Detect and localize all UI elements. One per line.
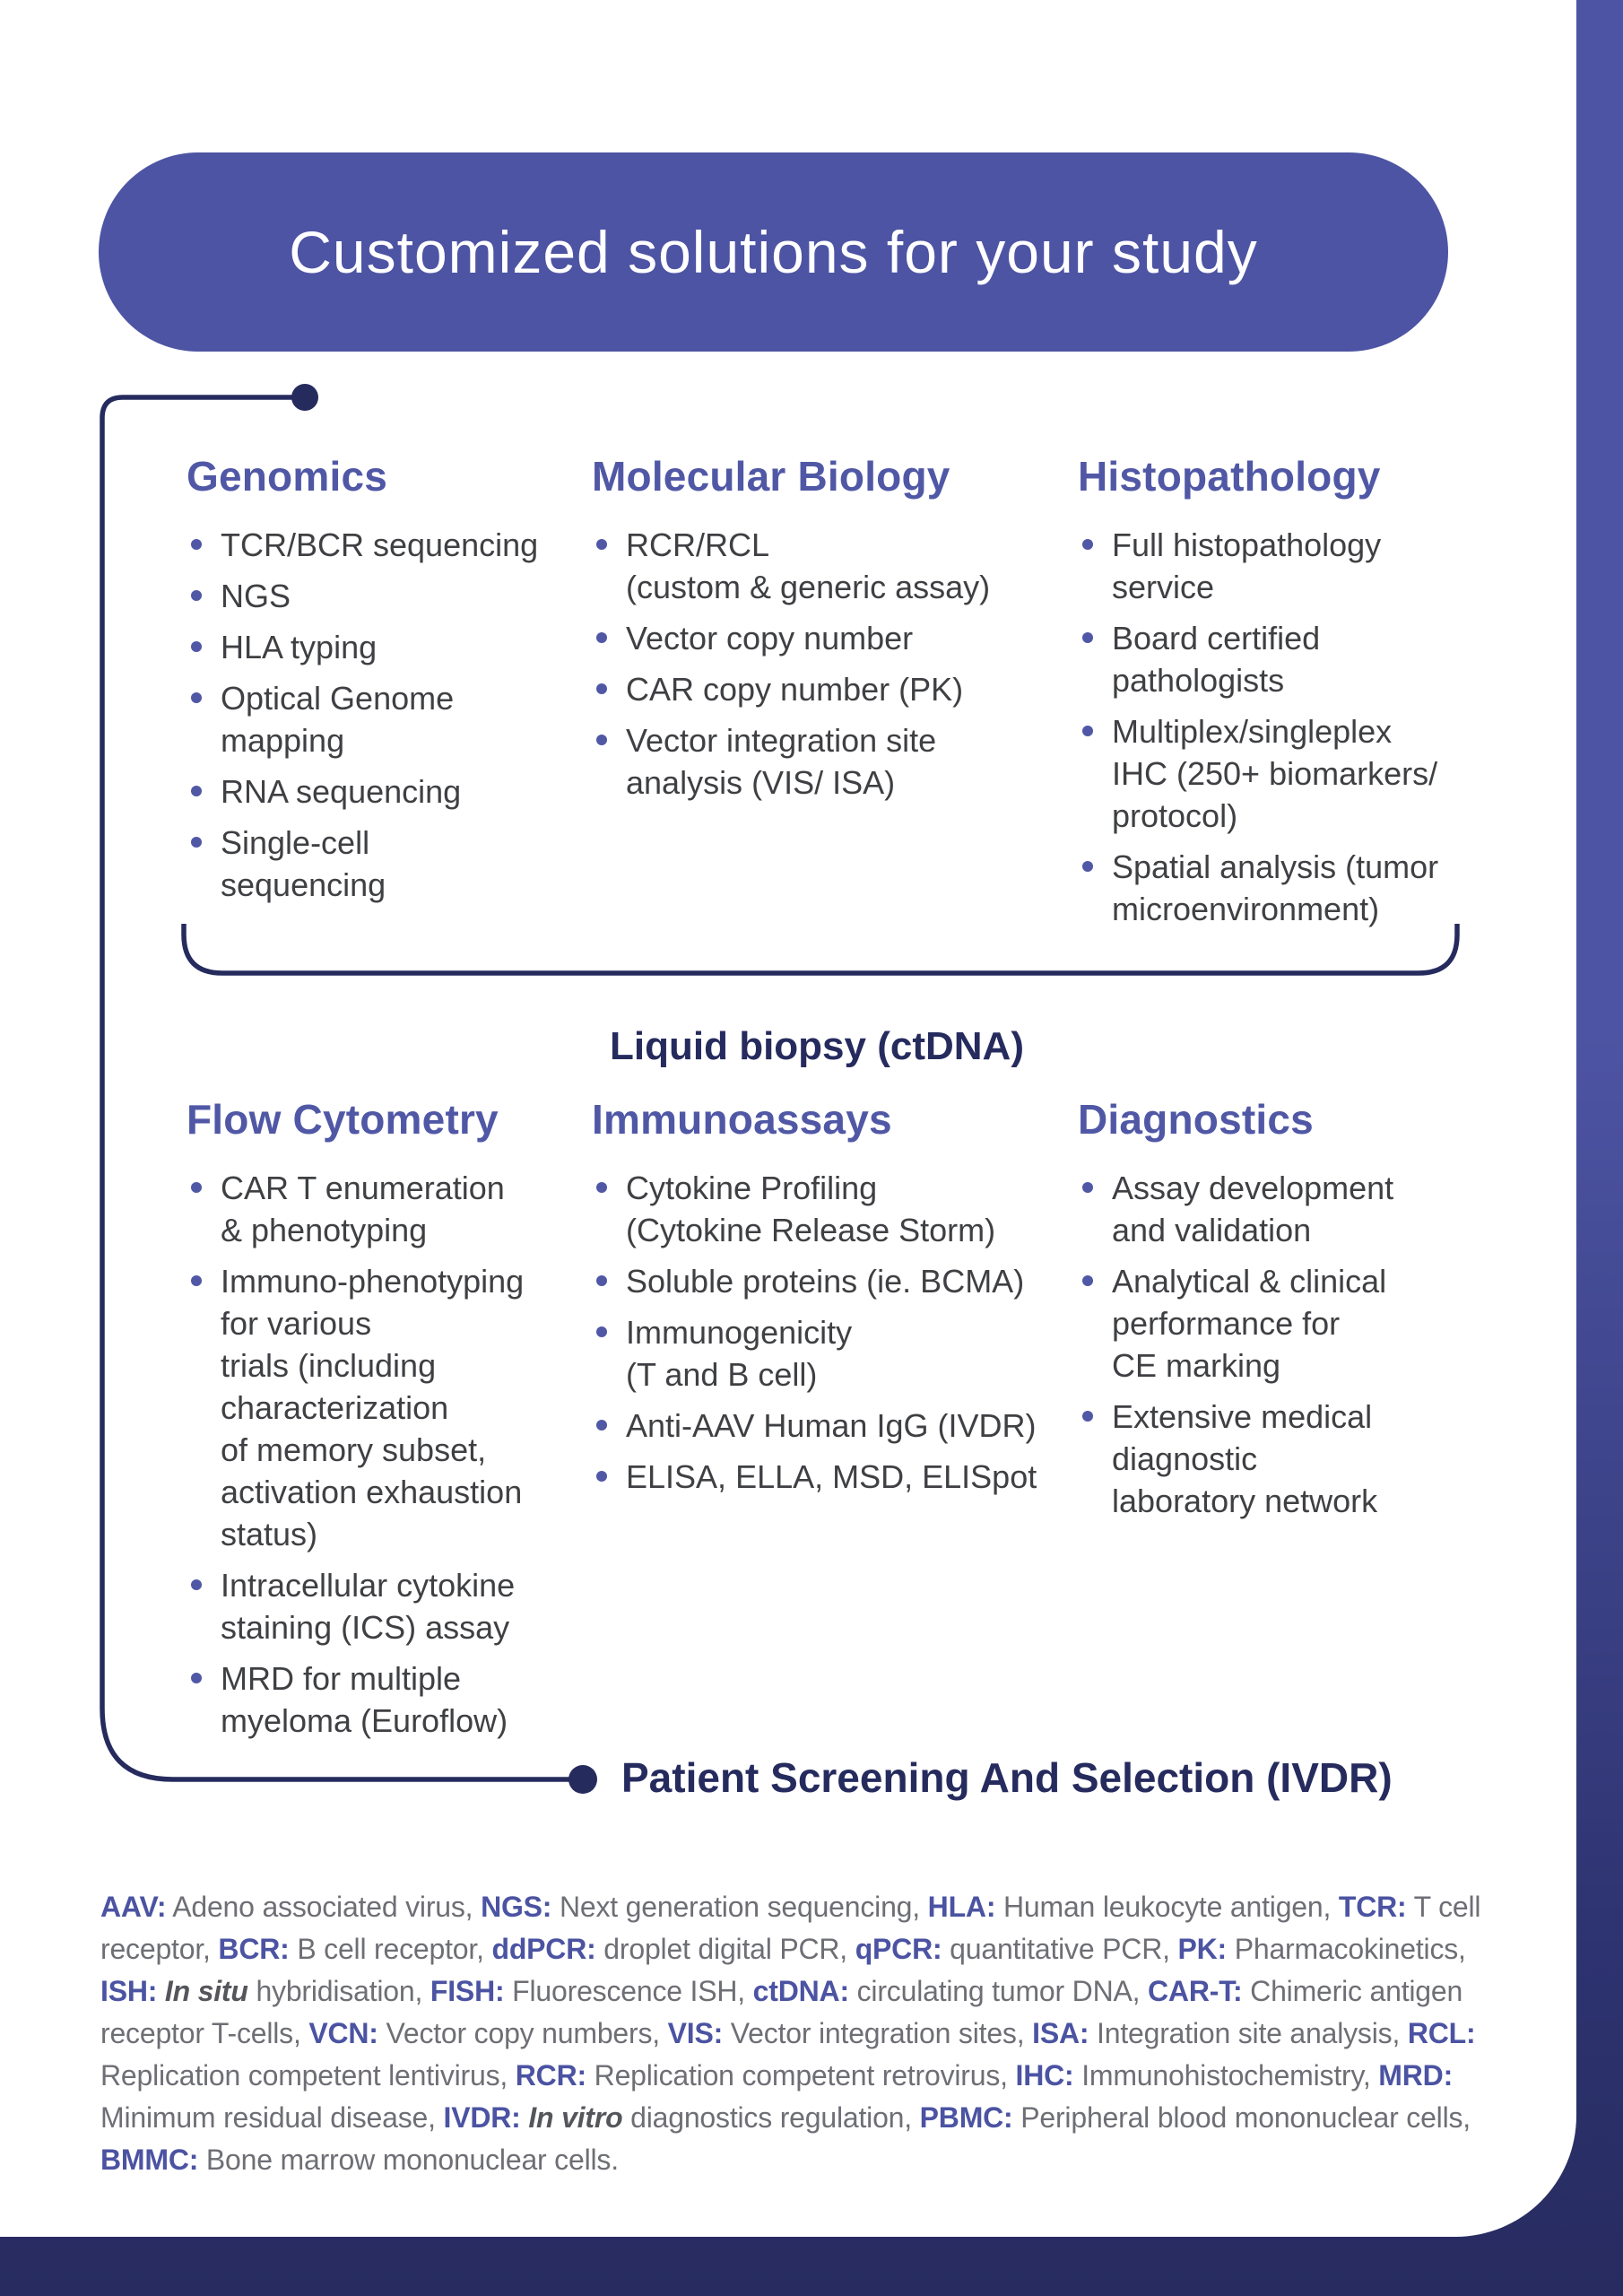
list-item: Extensive medical diagnostic laboratory network [1078,1396,1526,1522]
glossary-term: RCL: [1407,2017,1476,2049]
glossary-term: IVDR: [443,2101,521,2134]
section-list [1078,1167,1526,1522]
list-item: Full histopathology service [1078,524,1526,608]
list-item: Optical Genome mapping [187,677,581,761]
section-list [592,1167,1058,1498]
section-title-flow-cytometry: Flow Cytometry [187,1096,499,1143]
glossary-term: VCN: [308,2017,378,2049]
list-item: CAR copy number (PK) [592,668,1058,710]
section-genomics [187,453,581,906]
list-item: Vector copy number [592,617,1058,659]
section-list [1078,524,1526,930]
list-item: Anti-AAV Human IgG (IVDR) [592,1405,1058,1447]
liquid-biopsy-label: Liquid biopsy (ctDNA) [610,1024,1024,1068]
section-histopathology [1078,453,1526,930]
section-diagnostics [1078,1096,1526,1522]
section-flow-cytometry [187,1096,581,1742]
glossary-term: FISH: [430,1975,505,2007]
page-title: Customized solutions for your study [289,219,1258,285]
section-list [187,1167,581,1742]
glossary-italic-phrase: In situ [164,1975,248,2007]
list-item: HLA typing [187,626,581,668]
glossary-term: BMMC: [100,2144,199,2176]
glossary-term: NGS: [481,1891,552,1923]
glossary-term: TCR: [1338,1891,1407,1923]
section-title-genomics: Genomics [187,453,388,500]
list-item: Immuno-phenotyping for various trials (including characterization of memory subset, activation exhaustion status) [187,1260,581,1555]
list-item: Intracellular cytokine staining (ICS) assay [187,1564,581,1648]
list-item: NGS [187,575,581,617]
list-item: RNA sequencing [187,770,581,813]
list-item: Spatial analysis (tumor microenvironment) [1078,846,1526,930]
glossary-term: ddPCR: [491,1933,596,1965]
section-immunoassays [592,1096,1058,1498]
list-item: Immunogenicity (T and B cell) [592,1311,1058,1396]
section-title-histopathology: Histopathology [1078,453,1381,500]
list-item: Assay development and validation [1078,1167,1526,1251]
glossary: AAV: Adeno associated virus, NGS: Next generation sequencing, HLA: Human leukocyte antigen, TCR: T cell receptor, BCR: B cell receptor, ddPCR: droplet digital PCR, qPCR: quantitative PCR, PK: Pharmacokinetics, ISH: In situ hybridisation, FISH: Fluorescence ISH, ctDNA: circulating tumor DNA, CAR-T: Chimeric antigen receptor T-cells, VCN: Vector copy numbers, VIS: Vector integration sites, ISA: Integration site analysis, RCL: Replication competent lentivirus, RCR: Replication competent retrovirus, IHC: Immunohistochemistry, MRD: Minimum residual disease, IVDR: In vitro diagnostics regulation, PBMC: Peripheral blood mononuclear cells, BMMC: Bone marrow mononuclear cells. [100,1891,1481,2176]
list-item: CAR T enumeration & phenotyping [187,1167,581,1251]
list-item: ELISA, ELLA, MSD, ELISpot [592,1456,1058,1498]
list-item: Multiplex/singleplex IHC (250+ biomarkers/ protocol) [1078,710,1526,837]
list-item: Vector integration site analysis (VIS/ ISA) [592,719,1058,804]
section-list [592,524,1058,804]
glossary-term: ctDNA: [752,1975,849,2007]
glossary-term: AAV: [100,1891,167,1923]
section-title-diagnostics: Diagnostics [1078,1096,1314,1143]
list-item: Cytokine Profiling (Cytokine Release Storm) [592,1167,1058,1251]
list-item: Board certified pathologists [1078,617,1526,701]
glossary-term: PBMC: [919,2101,1013,2134]
glossary-term: CAR-T: [1148,1975,1243,2007]
glossary-term: VIS: [667,2017,724,2049]
glossary-term: PK: [1177,1933,1227,1965]
glossary-italic-phrase: In vitro [528,2101,623,2134]
glossary-term: BCR: [218,1933,290,1965]
list-item: Analytical & clinical performance for CE marking [1078,1260,1526,1387]
list-item: MRD for multiple myeloma (Euroflow) [187,1657,581,1742]
glossary-term: HLA: [927,1891,996,1923]
section-molecular-biology [592,453,1058,804]
list-item: Soluble proteins (ie. BCMA) [592,1260,1058,1302]
glossary-term: MRD: [1378,2059,1454,2092]
bracket-bottom-dot [568,1765,597,1794]
section-title-molecular-biology: Molecular Biology [592,453,950,500]
glossary-term: ISH: [100,1975,158,2007]
list-item: TCR/BCR sequencing [187,524,581,566]
glossary-term: ISA: [1032,2017,1089,2049]
top-section-bracket [184,924,1457,973]
list-item: RCR/RCL (custom & generic assay) [592,524,1058,608]
section-list [187,524,581,906]
glossary-term: qPCR: [855,1933,942,1965]
section-title-immunoassays: Immunoassays [592,1096,892,1143]
glossary-term: IHC: [1015,2059,1074,2092]
glossary-term: RCR: [515,2059,586,2092]
patient-screening-label: Patient Screening And Selection (IVDR) [621,1754,1393,1801]
list-item: Single-cell sequencing [187,822,581,906]
